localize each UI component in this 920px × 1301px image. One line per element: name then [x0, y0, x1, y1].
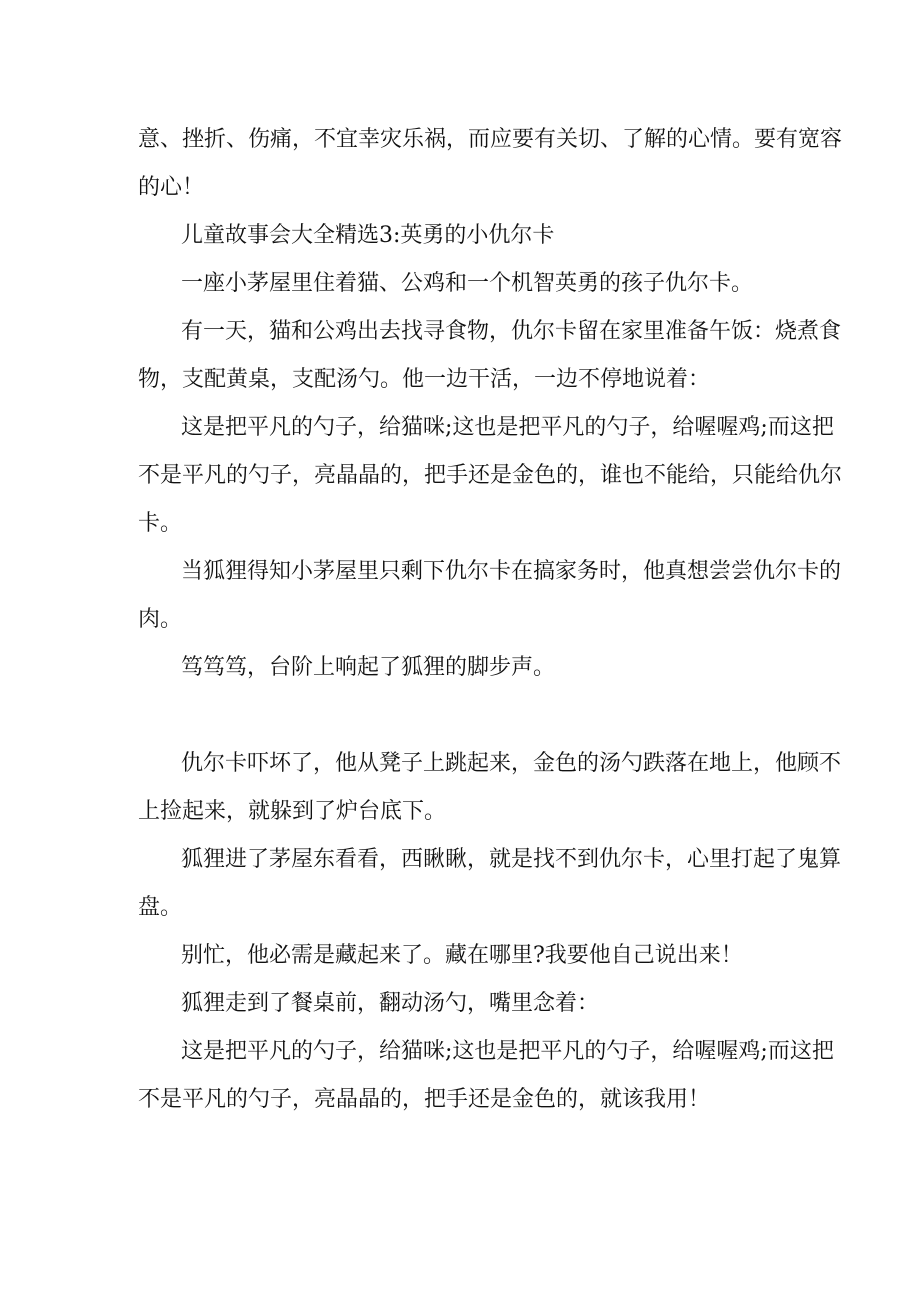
paragraph: [138, 548, 842, 644]
paragraph: [138, 116, 843, 212]
text-line: 儿童故事会大全精选3:英勇的小仇尔卡: [181, 223, 555, 248]
text-line: 意、挫折、伤痛，不宜幸灾乐祸，而应要有关切、了解的心情。要有宽容: [138, 127, 843, 152]
paragraph: [138, 212, 784, 260]
text-line: 上捡起来，就躲到了炉台底下。: [138, 799, 447, 824]
text-line: 当狐狸得知小茅屋里只剩下仇尔卡在搞家务时，他真想尝尝仇尔卡的: [181, 559, 842, 584]
text-line: 物，支配黄桌，支配汤勺。他一边干活，一边不停地说着：: [138, 367, 711, 392]
text-line: 盘。: [138, 895, 183, 920]
paragraph: [138, 932, 784, 980]
text-line: 狐狸走到了餐桌前，翻动汤勺，嘴里念着：: [181, 991, 600, 1016]
paragraph: [138, 308, 842, 404]
text-line: 有一天，猫和公鸡出去找寻食物，仇尔卡留在家里准备午饭：烧煮食: [181, 319, 842, 344]
text-line: 狐狸进了茅屋东看看，西瞅瞅，就是找不到仇尔卡，心里打起了鬼算: [181, 847, 842, 872]
paragraph: [138, 836, 842, 932]
text-line: 一座小茅屋里住着猫、公鸡和一个机智英勇的孩子仇尔卡。: [181, 271, 754, 296]
paragraph: [138, 1028, 834, 1124]
text-line: 卡。: [138, 511, 183, 536]
text-line: 这是把平凡的勺子，给猫咪;这也是把平凡的勺子，给喔喔鸡;而这把: [181, 1039, 834, 1064]
text-line: 笃笃笃，台阶上响起了狐狸的脚步声。: [181, 655, 556, 680]
paragraph: [138, 404, 843, 548]
paragraph: [138, 740, 842, 836]
text-line: 别忙，他必需是藏起来了。藏在哪里?我要他自己说出来！: [181, 943, 743, 968]
paragraph: [138, 644, 784, 692]
text-line: 不是平凡的勺子，亮晶晶的，把手还是金色的，谁也不能给，只能给仇尔: [138, 463, 843, 488]
text-line: [138, 692, 784, 740]
text-line: 的心！: [138, 175, 205, 200]
paragraph: [138, 692, 784, 740]
text-line: 不是平凡的勺子，亮晶晶的，把手还是金色的，就该我用！: [138, 1087, 711, 1112]
text-line: 仇尔卡吓坏了，他从凳子上跳起来，金色的汤勺跌落在地上，他顾不: [181, 751, 842, 776]
text-line: 这是把平凡的勺子，给猫咪;这也是把平凡的勺子，给喔喔鸡;而这把: [181, 415, 834, 440]
text-line: 肉。: [138, 607, 183, 632]
paragraph: [138, 260, 784, 308]
paragraph: [138, 980, 784, 1028]
document-body: [138, 116, 843, 1124]
